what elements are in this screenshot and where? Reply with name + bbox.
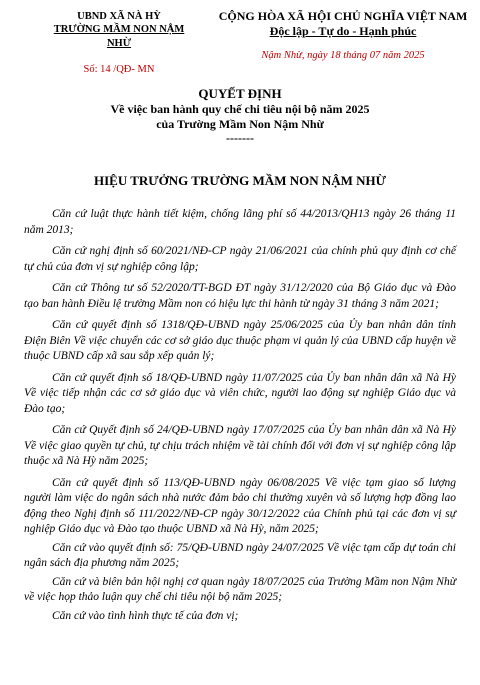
date-place: Nậm Nhừ, ngày 18 tháng 07 năm 2025 <box>261 50 425 61</box>
legal-basis-paragraph: Căn cứ vào quyết định số: 75/QĐ-UBND ngày 24/07/2025 Về việc tạm cấp dự toán chi ngân sách địa phương năm 2025; <box>24 541 456 569</box>
national-motto: Độc lập - Tự do - Hạnh phúc <box>269 24 417 38</box>
org-line-2: TRƯỜNG MẦM NON NẬM NHỪ <box>53 24 185 49</box>
org-line-1: UBND XÃ NÀ HỲ <box>77 11 161 22</box>
legal-basis-paragraph: Căn cứ Thông tư số 52/2020/TT-BGD ĐT ngày 31/12/2020 của Bộ Giáo dục và Đào tạo ban hành Điều lệ trường Mầm non có hiệu lực thi hành từ ngày 31 tháng 3 năm 2021; <box>24 282 456 310</box>
nation-name: CỘNG HÒA XÃ HỘI CHỦ NGHĨA VIỆT NAM <box>218 9 468 23</box>
legal-basis-paragraph: Căn cứ quyết định số 113/QĐ-UBND ngày 06/08/2025 Về việc tạm giao số lượng người làm việc do ngân sách nhà nước đảm bảo chi thường xuyên và số lượng hợp đồng lao động theo Nghị định số 111/2022/NĐ-CP ngày 30/12/2022 của Chính phủ tại các đơn vị sự nghiệp Giáo dục và Đào tạo thuộc UBND xã Nà Hỳ, năm 2025; <box>24 476 456 535</box>
legal-basis-paragraph: Căn cứ và biên bản hội nghị cơ quan ngày 18/07/2025 của Trường Mầm non Nậm Nhừ về việc họp thảo luận quy chế chi tiêu nội bộ năm 2025; <box>24 575 456 603</box>
title-divider: ------- <box>226 131 254 145</box>
document-header <box>0 9 480 75</box>
legal-basis-paragraph: Căn cứ nghị định số 60/2021/NĐ-CP ngày 21/06/2021 của chính phủ quy định cơ chế tự chủ của đơn vị sự nghiệp công lập; <box>24 245 456 273</box>
legal-basis-paragraph: Căn cứ quyết định số 18/QĐ-UBND ngày 11/07/2025 của Ủy ban nhân dân xã Nà Hỳ Về việc tiếp nhận các cơ sở giáo dục và viên chức, người lao động sự nghiệp Giáo dục và Đào tạo; <box>24 371 456 415</box>
legal-basis-paragraph: Căn cứ quyết định số 1318/QĐ-UBND ngày 25/06/2025 của Ủy ban nhân dân tỉnh Điện Biên Về việc chuyển các cơ sở giáo dục thuộc phạm vi quản lý của UBND cấp huyện về thuộc UBND cấp xã sau sắp xếp quản lý; <box>24 319 456 362</box>
document-title-block <box>0 86 480 144</box>
document-body <box>24 207 456 630</box>
legal-basis-paragraph: Căn cứ luật thực hành tiết kiệm, chống lãng phí số 44/2013/QH13 ngày 26 tháng 11 năm 2013; <box>24 208 456 236</box>
issuing-authority: HIỆU TRƯỞNG TRƯỜNG MẦM NON NẬM NHỪ <box>93 173 386 188</box>
document-subject-line-1: Về việc ban hành quy chế chi tiêu nội bộ năm 2025 <box>110 102 370 116</box>
document-title: QUYẾT ĐỊNH <box>198 86 282 101</box>
issuing-body-block <box>44 10 194 77</box>
legal-basis-paragraph: Căn cứ Quyết định số 24/QĐ-UBND ngày 17/07/2025 của Ủy ban nhân dân xã Nà Hỳ Về việc giao quyền tự chủ, tự chịu trách nhiệm về tài chính đối với đơn vị sự nghiệp công lập thuộc xã Nà Hỳ năm 2025; <box>24 424 456 467</box>
legal-basis-paragraph: Căn cứ vào tình hình thực tế của đơn vị; <box>52 609 239 622</box>
document-number: Số: 14 /QĐ- MN <box>83 64 155 75</box>
document-subject-line-2: của Trường Mầm Non Nậm Nhừ <box>156 117 324 131</box>
national-motto-block <box>212 10 474 63</box>
